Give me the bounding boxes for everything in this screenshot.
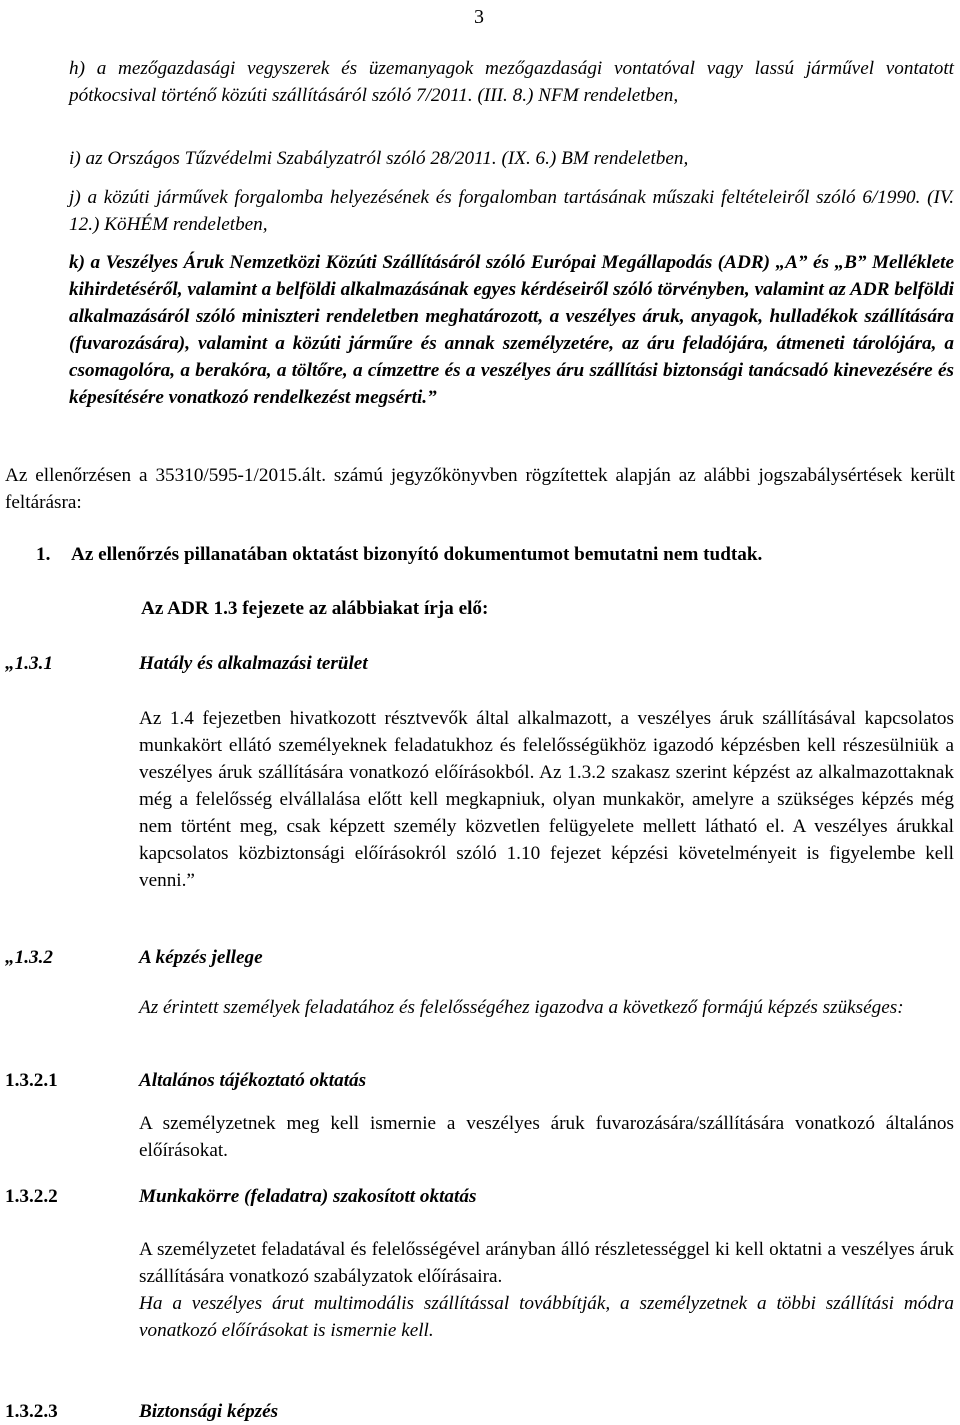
adr-heading: Az ADR 1.3 fejezete az alábbiakat írja elő: (141, 598, 489, 619)
section-title: Munkakörre (feladatra) szakosított oktatás (139, 1186, 477, 1207)
finding-number: 1. (36, 544, 51, 565)
section-title: Hatály és alkalmazási terület (139, 653, 368, 674)
section-title: A képzés jellege (139, 947, 263, 968)
section-number: 1.3.2.2 (5, 1186, 58, 1207)
section-title: Biztonsági képzés (139, 1401, 279, 1422)
intro-paragraph: Az ellenőrzésen a 35310/595-1/2015.ált. számú jegyzőkönyvben rögzítettek alapján az alábbi jogszabálysértések került feltárásra: (5, 465, 955, 513)
section-text: A személyzetet feladatával és felelősségével arányban álló részletességgel ki kell oktatni a veszélyes áruk szállítására vonatkozó szabályzatok előírásaira. (139, 1239, 954, 1287)
section-text: Az érintett személyek feladatához és felelősségéhez igazodva a következő formájú képzés szükséges: (139, 997, 904, 1018)
section-text: A személyzetnek meg kell ismernie a veszélyes áruk fuvarozására/szállítására vonatkozó általános előírásokat. (139, 1113, 954, 1161)
item-i: i) az Országos Tűzvédelmi Szabályzatról szóló 28/2011. (IX. 6.) BM rendeletben, (69, 148, 689, 169)
section-number: „1.3.2 (5, 947, 53, 968)
section-text-continued: Ha a veszélyes árut multimodális szállítással továbbítják, a személyzetnek a többi szállítási módra vonatkozó előírásokat is ismernie kell. (139, 1293, 954, 1341)
item-h: h) a mezőgazdasági vegyszerek és üzemanyagok mezőgazdasági vontatóval vagy lassú járművel vontatott pótkocsival történő közúti szállításáról szóló 7/2011. (III. 8.) NFM rendeletben, (69, 58, 954, 106)
page-number: 3 (474, 6, 484, 28)
item-k: k) a Veszélyes Áruk Nemzetközi Közúti Szállításáról szóló Európai Megállapodás (ADR) „A” és „B” Melléklete kihirdetéséről, valamint a belföldi alkalmazásának egyes kérdéseiről szóló törvényben, valamint az ADR belföldi alkalmazásáról szóló miniszteri rendeletben meghatározott, a veszélyes áruk, anyagok, hulladékok szállítására (fuvarozására), valamint a közúti járműre és annak személyzetére, az áru feladójára, átmeneti tárolójára, a csomagolóra, a berakóra, a töltőre, a címzettre és a veszélyes áru szállítási biztonsági tanácsadó kinevezésére és képesítésére vonatkozó rendelkezést megsérti.” (69, 252, 954, 408)
finding-text: Az ellenőrzés pillanatában oktatást bizonyító dokumentumot bemutatni nem tudtak. (71, 544, 763, 565)
item-j: j) a közúti járművek forgalomba helyezésének és forgalomban tartásának műszaki feltételeiről szóló 6/1990. (IV. 12.) KöHÉM rendeletben, (69, 187, 954, 235)
section-number: „1.3.1 (5, 653, 53, 674)
section-title: Altalános tájékoztató oktatás (139, 1070, 367, 1091)
section-number: 1.3.2.3 (5, 1401, 58, 1422)
section-text: Az 1.4 fejezetben hivatkozott résztvevők által alkalmazott, a veszélyes áruk szállításával kapcsolatos munkakört ellátó személyeknek feladatukhoz és felelősségükhöz igazodó képzésben kell részesülniük a veszélyes áruk szállítására vonatkozó előírásokból. Az 1.3.2 szakasz szerint képzést az alkalmazottaknak még a felelősség elvállalása előtt kell megkapniuk, olyan munkakör, amelyre a szükséges képzés még nem történt meg, csak képzett személy közvetlen felügyelete mellett látható el. A veszélyes árukkal kapcsolatos közbiztonsági előírásokról szóló 1.10 fejezet képzési követelményeit is figyelembe kell venni.” (139, 708, 954, 891)
section-number: 1.3.2.1 (5, 1070, 58, 1091)
